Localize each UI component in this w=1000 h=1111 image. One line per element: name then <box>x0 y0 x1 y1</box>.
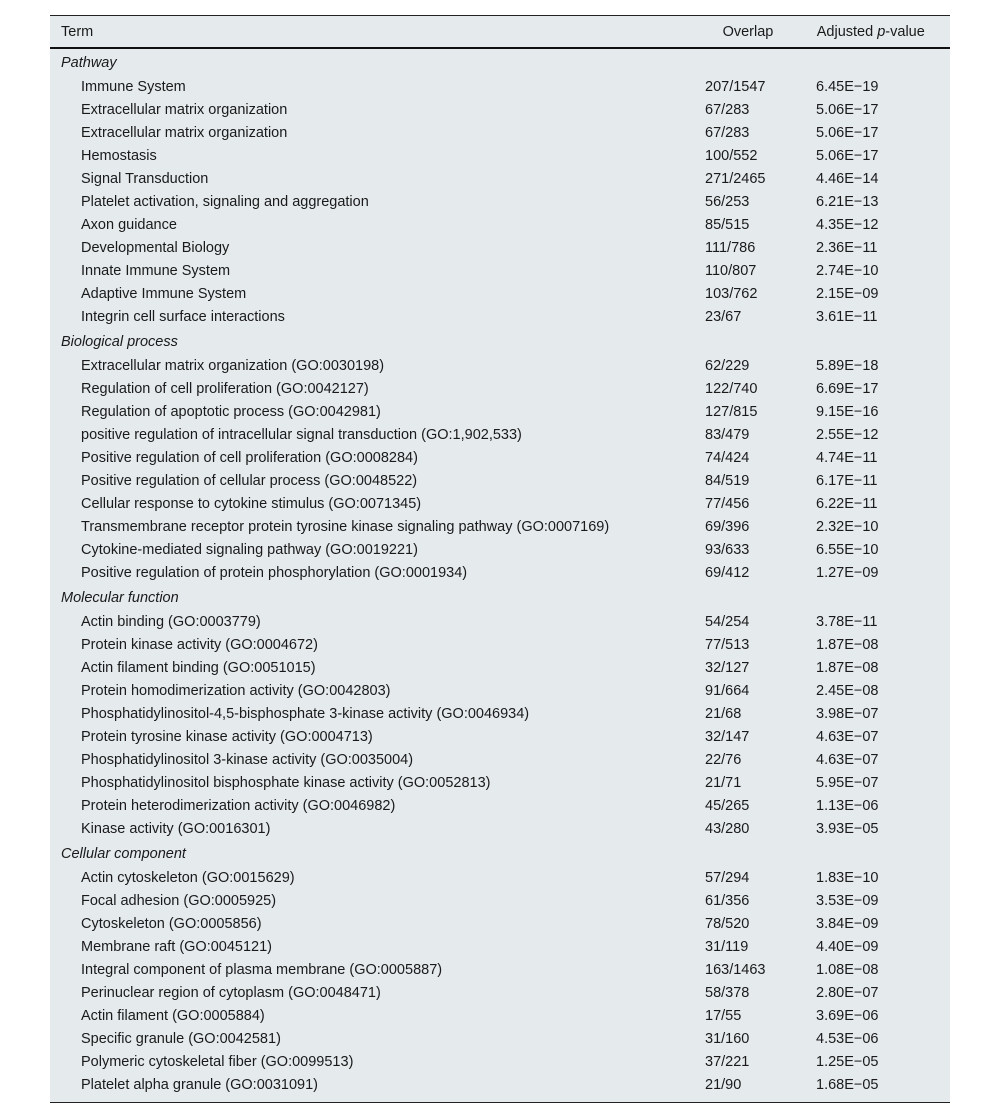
section-title: Molecular function <box>61 590 179 606</box>
overlap-cell: 57/294 <box>705 869 750 886</box>
table-row <box>50 656 950 679</box>
overlap-cell: 32/147 <box>705 728 750 745</box>
table-row <box>50 446 950 469</box>
pvalue-cell: 1.87E−08 <box>816 659 879 676</box>
header-pvalue-prefix: Adjusted <box>816 23 878 40</box>
term-cell: Cytokine-mediated signaling pathway (GO:0019221) <box>81 541 418 558</box>
overlap-cell: 32/127 <box>705 659 750 676</box>
section-title: Cellular component <box>61 846 186 862</box>
pvalue-cell: 6.22E−11 <box>816 495 878 512</box>
pvalue-cell: 1.27E−09 <box>816 564 879 581</box>
pvalue-cell: 4.35E−12 <box>816 216 879 233</box>
pvalue-cell: 3.84E−09 <box>816 915 879 932</box>
overlap-cell: 31/119 <box>705 938 749 955</box>
table-row <box>50 771 950 794</box>
overlap-cell: 37/221 <box>705 1053 750 1070</box>
section-heading <box>50 51 950 75</box>
pvalue-cell: 4.46E−14 <box>816 170 879 187</box>
pvalue-cell: 5.06E−17 <box>816 147 879 164</box>
term-cell: Actin filament (GO:0005884) <box>81 1007 265 1024</box>
overlap-cell: 23/67 <box>705 308 742 325</box>
overlap-cell: 61/356 <box>705 892 750 909</box>
pvalue-cell: 4.53E−06 <box>816 1030 879 1047</box>
table-row <box>50 1004 950 1027</box>
term-cell: Cytoskeleton (GO:0005856) <box>81 915 262 932</box>
pvalue-cell: 4.74E−11 <box>816 449 878 466</box>
header-overlap-cell <box>701 24 811 40</box>
pvalue-cell: 2.74E−10 <box>816 262 879 279</box>
pvalue-cell: 3.93E−05 <box>816 820 879 837</box>
term-cell: Membrane raft (GO:0045121) <box>81 938 273 955</box>
overlap-cell: 85/515 <box>705 216 750 233</box>
overlap-cell: 74/424 <box>705 449 750 466</box>
pvalue-cell: 5.06E−17 <box>816 124 879 141</box>
overlap-cell: 111/786 <box>705 239 756 256</box>
term-cell: Regulation of apoptotic process (GO:0042981) <box>81 403 381 420</box>
overlap-cell: 21/68 <box>705 705 742 722</box>
term-cell: Transmembrane receptor protein tyrosine kinase signaling pathway (GO:0007169) <box>81 518 610 535</box>
table-row <box>50 679 950 702</box>
table-row <box>50 935 950 958</box>
overlap-cell: 163/1463 <box>705 961 766 978</box>
overlap-cell: 67/283 <box>705 101 750 118</box>
term-cell: Actin binding (GO:0003779) <box>81 613 261 630</box>
pvalue-cell: 1.87E−08 <box>816 636 879 653</box>
table-row <box>50 515 950 538</box>
header-pvalue-italic: p <box>877 23 886 40</box>
table-row <box>50 912 950 935</box>
table-header <box>50 16 950 49</box>
pvalue-cell: 3.98E−07 <box>816 705 879 722</box>
table-row <box>50 794 950 817</box>
pvalue-cell: 3.78E−11 <box>816 613 878 630</box>
overlap-cell: 62/229 <box>705 357 750 374</box>
header-overlap: Overlap <box>722 23 774 40</box>
table-row <box>50 610 950 633</box>
overlap-cell: 93/633 <box>705 541 750 558</box>
table-row <box>50 817 950 840</box>
overlap-cell: 91/664 <box>705 682 750 699</box>
table-row <box>50 282 950 305</box>
overlap-cell: 77/513 <box>705 636 750 653</box>
pvalue-cell: 1.08E−08 <box>816 961 879 978</box>
pvalue-cell: 2.32E−10 <box>816 518 879 535</box>
pvalue-cell: 6.55E−10 <box>816 541 879 558</box>
pvalue-cell: 3.53E−09 <box>816 892 879 909</box>
pvalue-cell: 4.63E−07 <box>816 728 879 745</box>
overlap-cell: 43/280 <box>705 820 750 837</box>
overlap-cell: 110/807 <box>705 262 757 279</box>
table-row <box>50 259 950 282</box>
overlap-cell: 69/396 <box>705 518 750 535</box>
overlap-cell: 22/76 <box>705 751 742 768</box>
overlap-cell: 67/283 <box>705 124 750 141</box>
term-cell: Extracellular matrix organization <box>81 124 288 141</box>
table-row <box>50 167 950 190</box>
table-row <box>50 1027 950 1050</box>
table-row <box>50 377 950 400</box>
table-row <box>50 400 950 423</box>
term-cell: Specific granule (GO:0042581) <box>81 1030 281 1047</box>
pvalue-cell: 9.15E−16 <box>816 403 879 420</box>
term-cell: Phosphatidylinositol 3-kinase activity (GO:0035004) <box>81 751 414 768</box>
table-row <box>50 981 950 1004</box>
term-cell: Extracellular matrix organization <box>81 101 288 118</box>
table-row <box>50 213 950 236</box>
term-cell: Phosphatidylinositol bisphosphate kinase activity (GO:0052813) <box>81 774 491 791</box>
table-row <box>50 1073 950 1096</box>
term-cell: Cellular response to cytokine stimulus (GO:0071345) <box>81 495 422 512</box>
section-title: Biological process <box>61 334 178 350</box>
term-cell: Protein tyrosine kinase activity (GO:0004713) <box>81 728 373 745</box>
term-cell: Extracellular matrix organization (GO:0030198) <box>81 357 385 374</box>
section-heading <box>50 842 950 866</box>
table-row <box>50 469 950 492</box>
pvalue-cell: 1.68E−05 <box>816 1076 879 1093</box>
table-row <box>50 866 950 889</box>
term-cell: Platelet activation, signaling and aggregation <box>81 193 369 210</box>
table-row <box>50 538 950 561</box>
table-row <box>50 305 950 328</box>
pvalue-cell: 6.69E−17 <box>816 380 879 397</box>
pvalue-cell: 4.63E−07 <box>816 751 879 768</box>
table-row <box>50 748 950 771</box>
term-cell: Polymeric cytoskeletal fiber (GO:0099513) <box>81 1053 354 1070</box>
term-cell: Protein heterodimerization activity (GO:0046982) <box>81 797 396 814</box>
table-row <box>50 725 950 748</box>
pvalue-cell: 3.61E−11 <box>816 308 878 325</box>
overlap-cell: 69/412 <box>705 564 750 581</box>
term-cell: Innate Immune System <box>81 262 231 279</box>
term-cell: Actin cytoskeleton (GO:0015629) <box>81 869 295 886</box>
term-cell: Signal Transduction <box>81 170 209 187</box>
table-body <box>50 49 950 1102</box>
term-cell: Actin filament binding (GO:0051015) <box>81 659 316 676</box>
section-title: Pathway <box>61 55 117 71</box>
overlap-cell: 100/552 <box>705 147 758 164</box>
term-cell: Focal adhesion (GO:0005925) <box>81 892 277 909</box>
section-heading <box>50 586 950 610</box>
term-cell: Regulation of cell proliferation (GO:0042127) <box>81 380 369 397</box>
pvalue-cell: 5.95E−07 <box>816 774 879 791</box>
pvalue-cell: 5.06E−17 <box>816 101 879 118</box>
term-cell: Protein homodimerization activity (GO:0042803) <box>81 682 391 699</box>
table-row <box>50 423 950 446</box>
overlap-cell: 84/519 <box>705 472 750 489</box>
term-cell: Kinase activity (GO:0016301) <box>81 820 271 837</box>
overlap-cell: 83/479 <box>705 426 750 443</box>
overlap-cell: 122/740 <box>705 380 758 397</box>
overlap-cell: 103/762 <box>705 285 758 302</box>
overlap-cell: 17/55 <box>705 1007 742 1024</box>
pvalue-cell: 2.55E−12 <box>816 426 879 443</box>
table-row <box>50 1050 950 1073</box>
overlap-cell: 207/1547 <box>705 78 766 95</box>
table-row <box>50 121 950 144</box>
table-row <box>50 144 950 167</box>
term-cell: Positive regulation of cell proliferation (GO:0008284) <box>81 449 418 466</box>
pvalue-cell: 6.21E−13 <box>816 193 879 210</box>
term-cell: Developmental Biology <box>81 239 230 256</box>
overlap-cell: 54/254 <box>705 613 750 630</box>
table-row <box>50 190 950 213</box>
overlap-cell: 31/160 <box>705 1030 750 1047</box>
pvalue-cell: 1.83E−10 <box>816 869 879 886</box>
table-row <box>50 561 950 584</box>
table-row <box>50 354 950 377</box>
enrichment-table <box>50 15 950 1103</box>
pvalue-cell: 5.89E−18 <box>816 357 879 374</box>
term-cell: Positive regulation of cellular process (GO:0048522) <box>81 472 418 489</box>
pvalue-cell: 3.69E−06 <box>816 1007 879 1024</box>
section-heading <box>50 330 950 354</box>
pvalue-cell: 2.45E−08 <box>816 682 879 699</box>
pvalue-cell: 1.25E−05 <box>816 1053 879 1070</box>
term-cell: Protein kinase activity (GO:0004672) <box>81 636 318 653</box>
term-cell: Phosphatidylinositol-4,5-bisphosphate 3-kinase activity (GO:0046934) <box>81 705 530 722</box>
overlap-cell: 77/456 <box>705 495 750 512</box>
table-row <box>50 98 950 121</box>
header-pvalue <box>812 24 950 40</box>
overlap-cell: 56/253 <box>705 193 750 210</box>
overlap-cell: 21/90 <box>705 1076 742 1093</box>
overlap-cell: 58/378 <box>705 984 750 1001</box>
term-cell: Integrin cell surface interactions <box>81 308 285 325</box>
header-pvalue-suffix: -value <box>885 23 925 40</box>
pvalue-cell: 1.13E−06 <box>816 797 879 814</box>
table-row <box>50 889 950 912</box>
table-row <box>50 633 950 656</box>
header-term: Term <box>61 23 94 40</box>
overlap-cell: 127/815 <box>705 403 758 420</box>
pvalue-cell: 6.17E−11 <box>816 472 878 489</box>
pvalue-cell: 2.80E−07 <box>816 984 879 1001</box>
term-cell: Axon guidance <box>81 216 177 233</box>
term-cell: Immune System <box>81 78 186 95</box>
pvalue-cell: 6.45E−19 <box>816 78 879 95</box>
table-row <box>50 75 950 98</box>
pvalue-cell: 2.15E−09 <box>816 285 879 302</box>
pvalue-cell: 4.40E−09 <box>816 938 879 955</box>
term-cell: Platelet alpha granule (GO:0031091) <box>81 1076 318 1093</box>
term-cell: Adaptive Immune System <box>81 285 247 302</box>
term-cell: positive regulation of intracellular signal transduction (GO:1,902,533) <box>81 426 522 443</box>
overlap-cell: 78/520 <box>705 915 750 932</box>
table-row <box>50 236 950 259</box>
table-row <box>50 958 950 981</box>
table-row <box>50 702 950 725</box>
term-cell: Positive regulation of protein phosphorylation (GO:0001934) <box>81 564 468 581</box>
term-cell: Hemostasis <box>81 147 157 164</box>
overlap-cell: 21/71 <box>705 774 742 791</box>
table-row <box>50 492 950 515</box>
pvalue-cell: 2.36E−11 <box>816 239 878 256</box>
overlap-cell: 45/265 <box>705 797 750 814</box>
overlap-cell: 271/2465 <box>705 170 766 187</box>
term-cell: Perinuclear region of cytoplasm (GO:0048471) <box>81 984 381 1001</box>
term-cell: Integral component of plasma membrane (GO:0005887) <box>81 961 443 978</box>
